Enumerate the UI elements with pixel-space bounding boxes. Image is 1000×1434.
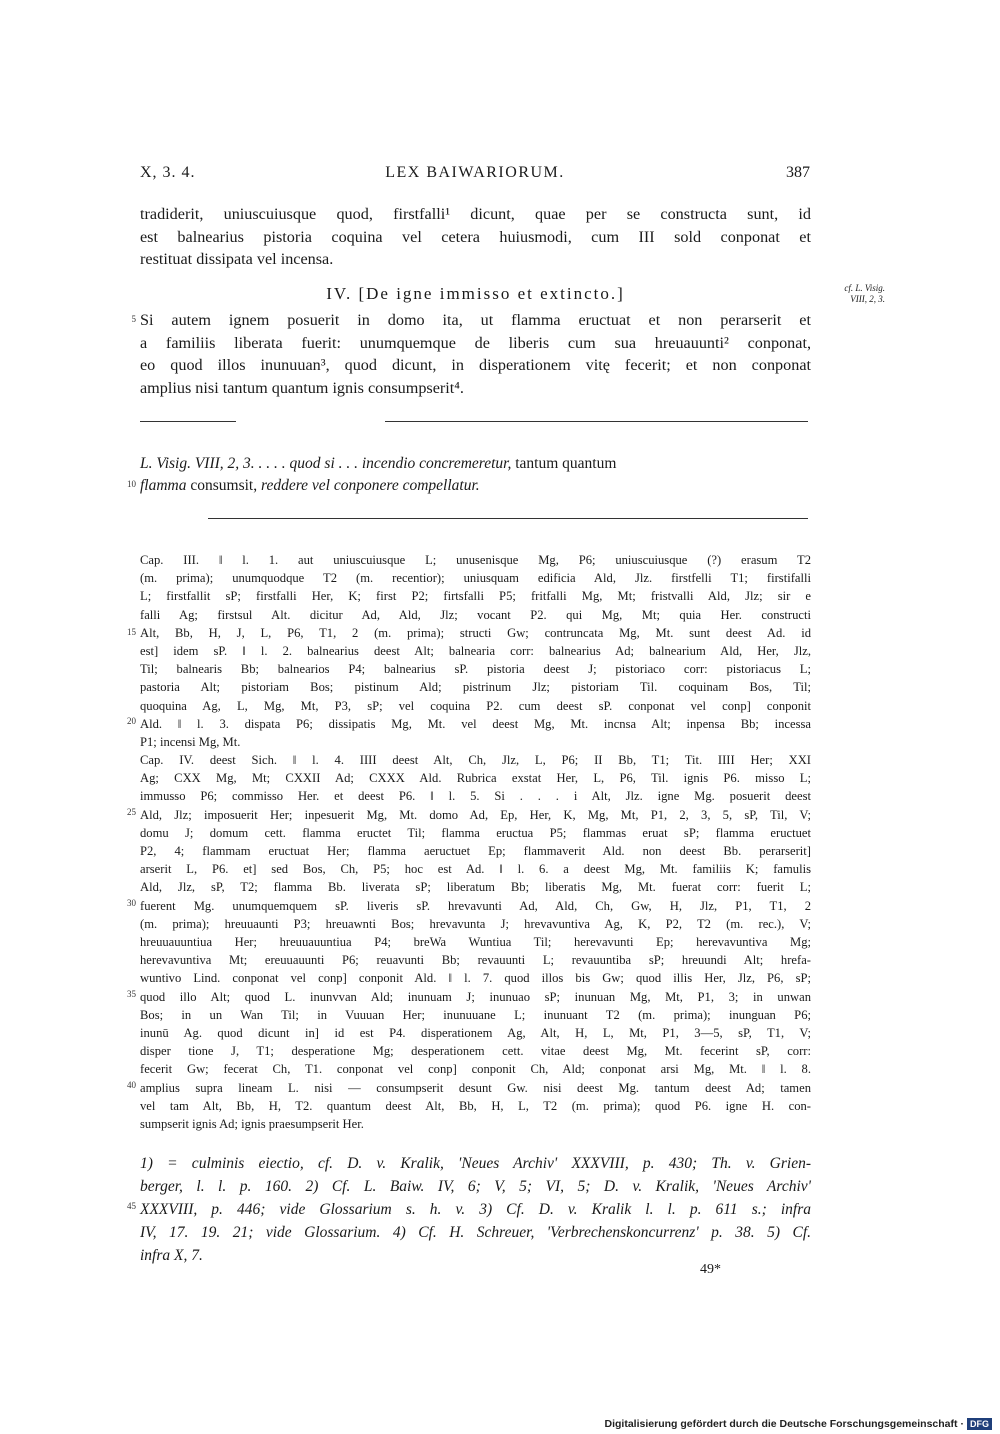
- apparatus-line: quod illo Alt; quod L. inunvvan Ald; inunuam J; inunuao sP; inunuan Mg, Mt, P1, 3; in unwan: [140, 989, 811, 1004]
- line-number: 10: [127, 479, 136, 489]
- paragraph-chapter-4: [140, 309, 811, 399]
- margin-reference-line: cf. L. Visig.: [844, 283, 885, 293]
- dfg-logo-icon: DFG: [967, 1418, 992, 1430]
- line-number: 25: [127, 807, 136, 817]
- apparatus-line: Til; balnearis Bb; balnearios P4; balnearius sP. pistoria deest J; pistoriaco corr: pistoriacus L;: [140, 662, 811, 677]
- footnote-line: berger, l. l. p. 160. 2) Cf. L. Baiw. IV, 6; V, 5; VI, 5; D. v. Kralik, 'Neues Archiv': [140, 1178, 811, 1195]
- footnotes: [140, 1152, 811, 1267]
- footnote-line: 1) = culminis eiectio, cf. D. v. Kralik, 'Neues Archiv' XXXVIII, p. 430; Th. v. Grien-: [140, 1155, 811, 1172]
- apparatus-line: est] idem sP. ‖ l. 2. balnearius deest Alt; balnearia corr: balnearius Ad; balnearium Ald, Her, Jlz,: [140, 644, 811, 659]
- apparatus-line: (m. prima); hreuuaunti P3; hreuawnti Bos; hrevavunta J; hrevavuntiva Ag, K, P2, T2 (m. rec.), V;: [140, 916, 811, 931]
- separator-rule: [140, 421, 236, 422]
- text-line: a familiis liberata fuerit: unumquemque de liberis cum sua hreuauunti² conponat,: [140, 333, 811, 352]
- apparatus-line: sumpserit ignis Ad; ignis praesumpserit Her.: [140, 1117, 364, 1132]
- text-line: restituat dissipata vel incensa.: [140, 250, 334, 268]
- footer-separator: ·: [960, 1418, 964, 1430]
- apparatus-line: fecerit Gw; fecerat Ch, T1. conponat vel conp] conponit Ch, Ald; conponat arsi Mg, Mt. ‖ l. 8.: [140, 1062, 811, 1077]
- apparatus-line: pastoria Alt; pistoriam Bos; pistinum Ald; pistrinum Jlz; pistoriam Til. coquinam Bos, Til;: [140, 680, 811, 695]
- apparatus-line: L; firstfallit sP; firstfalli Her, K; first P2; firtsfalli P5; fritfalli Mg, Mt; fristvalli Ald, Jlz; sir e: [140, 589, 811, 604]
- apparatus-line: Ald, Jlz; imposuerit Her; inpesuerit Mg, Mt. domo Ad, Ep, Her, K, Mg, Mt, P1, 2, 3, 5, sP, Til, V;: [140, 807, 811, 822]
- apparatus-line: Ald. ‖ l. 3. dispata P6; dissipatis Mg, Mt. vel deest Mg, Mt. incnsa Alt; inpensa Bb; incessa: [140, 716, 811, 731]
- running-header: [140, 164, 810, 188]
- apparatus-line: vel tam Alt, Bb, H, T2. quantum deest Alt, Bb, H, L, T2 (m. prima); quod P6. igne H. con-: [140, 1098, 811, 1113]
- apparatus-line: herevavuntiva Mt; ereuuauunti P6; reuavunti Bb; revauunti L; revauuntiba sP; hreuundi Alt; hrefa-: [140, 953, 811, 968]
- apparatus-line: disper tione J, T1; desperatione Mg; desperationem cett. vitae deest Mg, Mt. fecerint sP, corr:: [140, 1044, 811, 1059]
- text-line: eo quod illos inunuuan³, quod dicunt, in disperationem vitę fecerit; et non conponat: [140, 356, 811, 374]
- apparatus-line: Cap. IV. deest Sich. ‖ l. 4. IIII deest Alt, Ch, Jlz, L, P6; II Bb, T1; Tit. IIII Her; XXI: [140, 753, 811, 767]
- signature-mark: 49*: [700, 1262, 721, 1277]
- line-number: 30: [127, 898, 136, 908]
- line-number: 20: [127, 716, 136, 726]
- apparatus-line: inunū Ag. quod dicunt in] id est P4. disperationem Ag, Alt, H, L, Mt, P1, 3—5, sP, T1, V;: [140, 1026, 811, 1041]
- apparatus-line: domu J; domum cett. flamma eructet Til; flamma eructua P5; flammas eruat sP; flamma eructuet: [140, 825, 811, 840]
- apparatus-line: Alt, Bb, H, J, L, P6, T1, 2 (m. prima); structi Gw; contruncata Mg, Mt. sunt deest Ad. id: [140, 625, 811, 640]
- quote-line: [140, 453, 811, 475]
- apparatus-line: amplius supra lineam L. nisi — consumpserit desunt Gw. nisi deest Mg. tantum deest Ad; tamen: [140, 1080, 811, 1095]
- chapter-title: IV. [De igne immisso et extincto.]: [326, 284, 625, 303]
- footer-text: Digitalisierung gefördert durch die Deutsche Forschungsgemeinschaft: [604, 1418, 958, 1430]
- apparatus-line: fuerent Mg. unumquemquem sP. liveris sP. hrevavunti Ad, Ald, Ch, Gw, H, Jlz, P1, T1, 2: [140, 898, 811, 913]
- apparatus-line: Ald, Jlz, sP, T2; flamma Bb. liverata sP; liberatum Bb; liberatis Mg, Mt. fuerat corr: fuerit L;: [140, 880, 811, 895]
- apparatus-line: arserit L, P6. et] sed Bos, Ch, P5; hoc est Ad. ‖ l. 6. a deest Mg, Mt. familiis K; famulis: [140, 862, 811, 877]
- apparatus-line: Bos; in un Wan Til; in Vuuuan Her; inunuuane L; inunuant T2 (m. prima); inunguan P6;: [140, 1007, 811, 1022]
- text-line: est balnearius pistoria coquina vel cetera huiusmodi, cum III sold conponat et: [140, 227, 811, 246]
- line-number: 35: [127, 989, 136, 999]
- line-number: 5: [131, 314, 136, 324]
- source-quote: [140, 453, 811, 497]
- footnote-line: IV, 17. 19. 21; vide Glossarium. 4) Cf. H. Schreuer, 'Verbrechenskoncurrenz' p. 38. 5) Cf.: [140, 1224, 811, 1241]
- digitization-footer: [605, 1418, 992, 1430]
- critical-apparatus-chapter-3: [140, 551, 811, 751]
- quote-italic: L. Visig. VIII, 2, 3. . . . . quod si . . . incendio concremeretur,: [140, 455, 512, 472]
- text-line: tradiderit, uniuscuiusque quod, firstfalli¹ dicunt, quae per se constructa sunt, id: [140, 205, 811, 223]
- line-number: 45: [127, 1201, 136, 1211]
- separator-rule: [385, 421, 808, 422]
- text-line: amplius nisi tantum quantum ignis consumpserit⁴.: [140, 378, 464, 397]
- apparatus-line: hreuuauuntiua Her; hreuuauuntiua P4; breWa Wuntiua Til; herevavunti Ep; herevavuntiva Mg;: [140, 935, 811, 950]
- quote-italic: flamma: [140, 477, 187, 494]
- quote-line: [140, 475, 811, 497]
- apparatus-line: Ag; CXX Mg, Mt; CXXII Ad; CXXX Ald. Rubrica exstat Her, L, P6, Til. ignis P6. misso L;: [140, 771, 811, 786]
- text-line: Si autem ignem posuerit in domo ita, ut flamma eructuat et non perarserit et: [140, 311, 811, 329]
- line-number: 40: [127, 1080, 136, 1090]
- critical-apparatus-chapter-4: [140, 751, 811, 1133]
- apparatus-line: P2, 4; flammam eructuat Her; flamma aeructuet Ep; flammaverit Ald. non deest Bb. perarserit]: [140, 844, 811, 859]
- apparatus-line: wuntivo Lind. conponat vel conp] conponit Ald. ‖ l. 7. quod illos bis Gw; quod illis Her, Jlz, P6, sP;: [140, 971, 811, 986]
- apparatus-line: quoquina Ag, L, Mg, Mt, P3, sP; vel coquina P2. cum deest sP. conponat vel conp] conponit: [140, 698, 811, 713]
- header-title: LEX BAIWARIORUM.: [385, 164, 565, 181]
- page-number: 387: [786, 164, 810, 181]
- margin-reference: [815, 283, 885, 305]
- quote-roman: consumsit,: [190, 477, 258, 494]
- apparatus-line: immusso P6; commisso Her. et deest P6. ‖ l. 5. Si . . . i Alt, Jlz. igne Mg. posuerit deest: [140, 789, 811, 804]
- footnote-line: infra X, 7.: [140, 1247, 203, 1264]
- line-number: 15: [127, 627, 136, 637]
- footnote-line: XXXVIII, p. 446; vide Glossarium s. h. v. 3) Cf. D. v. Kralik l. l. p. 611 s.; infra: [140, 1201, 811, 1218]
- header-section-ref: X, 3. 4.: [140, 164, 196, 181]
- margin-reference-line: VIII, 2, 3.: [850, 294, 885, 304]
- apparatus-line: P1; incensi Mg, Mt.: [140, 735, 241, 750]
- quote-roman: tantum quantum: [515, 455, 617, 472]
- separator-rule: [208, 518, 808, 519]
- apparatus-line: Cap. III. ‖ l. 1. aut uniuscuiusque L; unusenisque Mg, P6; uniuscuiusque (?) erasum T2: [140, 553, 811, 567]
- paragraph-chapter-3: [140, 203, 811, 271]
- quote-italic: reddere vel conponere compellatur.: [261, 477, 480, 494]
- apparatus-line: (m. prima); unumquodque T2 (m. recentior); uniusquam edificia Ald, Jlz. firstfelli T1; firstifalli: [140, 571, 811, 586]
- apparatus-line: falli Ag; firstsul Alt. dicitur Ad, Ald, Jlz; vocant P2. qui Mg, Mt; quia Her. constructi: [140, 607, 811, 622]
